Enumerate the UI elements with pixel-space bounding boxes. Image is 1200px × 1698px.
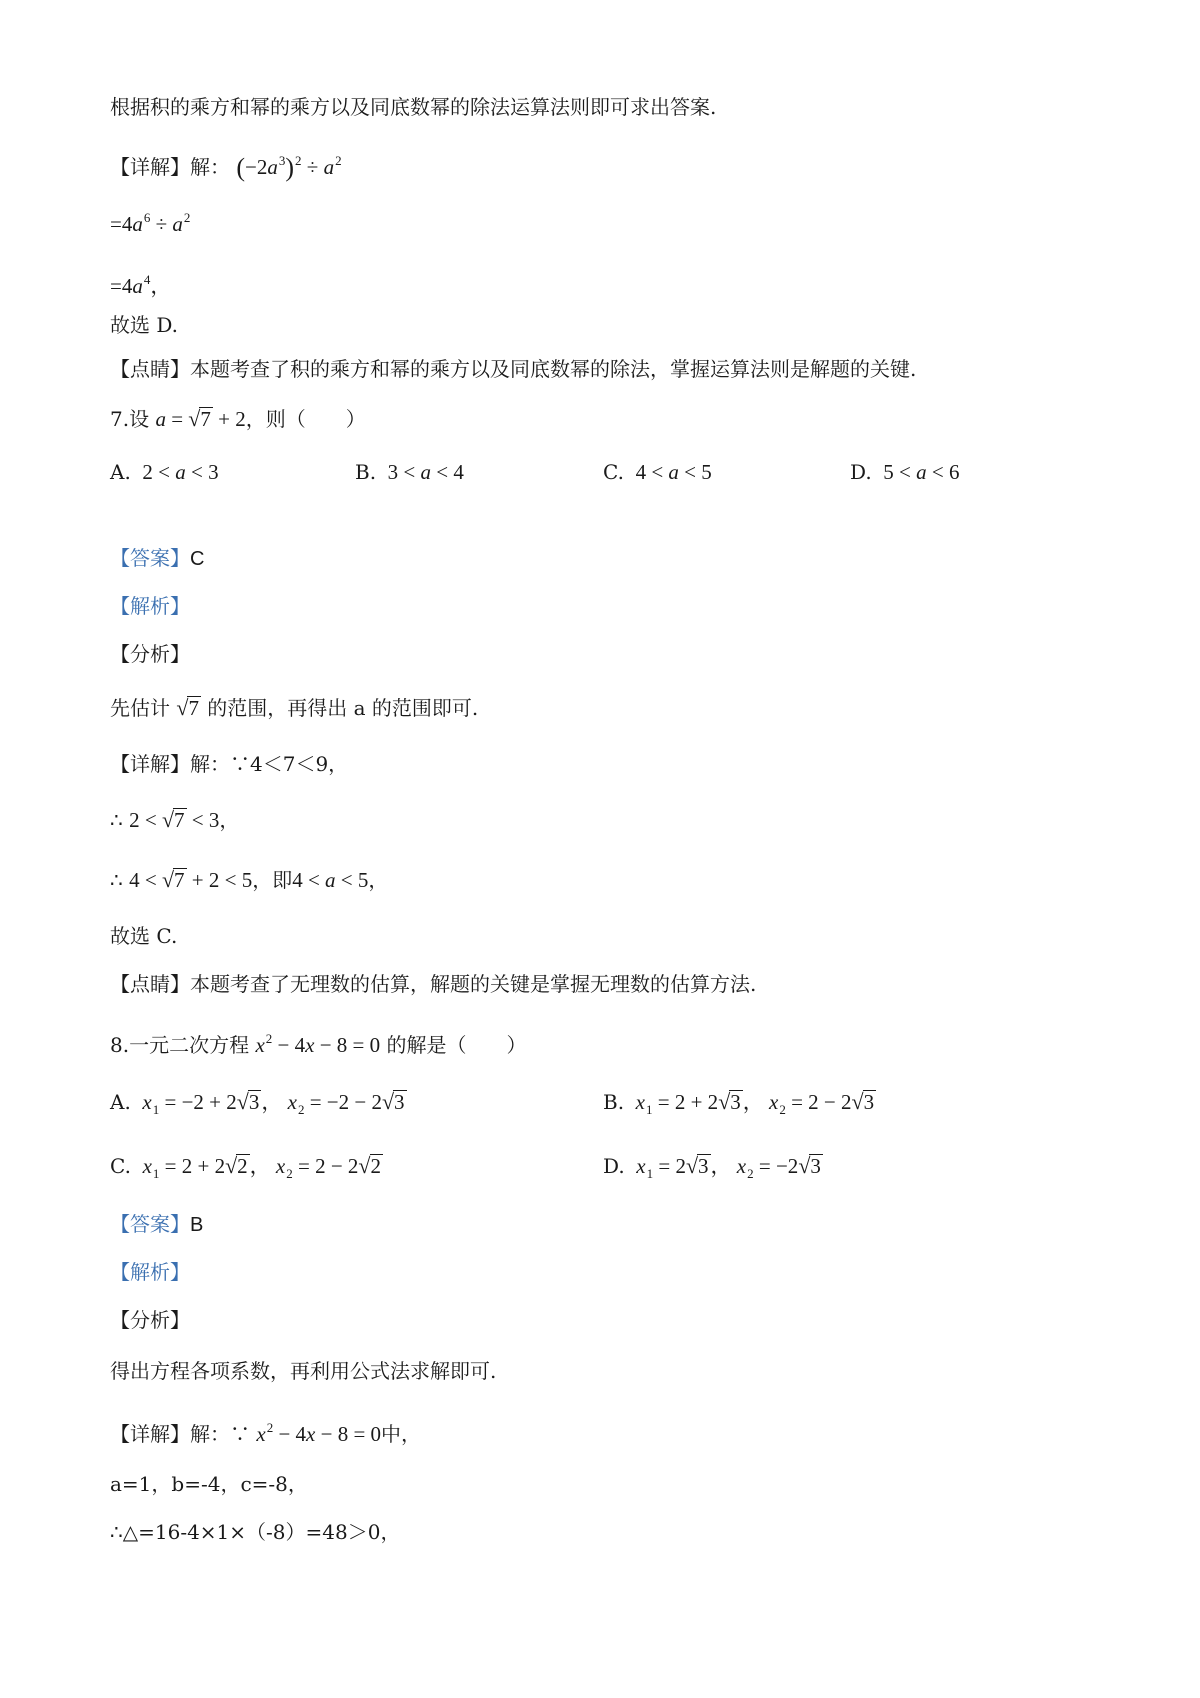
- option-c-q8: C. $x_1 = 2 + 2√2$， $x_2 = 2 - 2√2$: [110, 1153, 381, 1181]
- sqrt7: √7: [176, 695, 199, 720]
- formula-q6-step2: $=4a^6 \div a^2$: [110, 210, 191, 236]
- detail-q8: 【详解】解：∵ $x^2 - 4x - 8 = 0$中，: [110, 1420, 422, 1446]
- option-d-q8: D. $x_1 = 2√3$， $x_2 = -2√3$: [603, 1153, 821, 1181]
- detail-label: 【详解】: [110, 155, 190, 179]
- formula-q6-step1: $(-2a^3)^2 \div a^2$: [236, 153, 342, 182]
- remark-q7: 【点睛】本题考查了无理数的估算，解题的关键是掌握无理数的估算方法.: [110, 972, 757, 996]
- answer-value: B: [190, 1214, 204, 1236]
- analysis-label-q7: 【解析】: [110, 594, 190, 618]
- question-7: 7.设 a = √7 + 2，则（ ）: [110, 406, 366, 431]
- formula-q7: a = √7 + 2: [155, 406, 246, 431]
- answer-q7: [110, 544, 204, 573]
- formula-q7-step2: ∴ 4 < √7 + 2 < 5，即4 < a < 5，: [110, 867, 389, 892]
- option-d-q7: D. 5 < a < 6: [850, 460, 960, 484]
- formula-q7-step1: ∴ 2 < √7 < 3，: [110, 807, 240, 832]
- option-c-q7: C. 4 < a < 5: [603, 460, 712, 484]
- analysis-label-q8: 【解析】: [110, 1260, 190, 1284]
- remark-label: 【点睛】: [110, 357, 190, 381]
- option-a-q7: A. 2 < a < 3: [110, 460, 219, 484]
- intro-paragraph: 根据积的乘方和幂的乘方以及同底数幂的除法运算法则即可求出答案.: [110, 95, 717, 119]
- detail-q6: 【详解】解： $(-2a^3)^2 \div a^2$: [110, 153, 342, 182]
- choose-c: 故选 C.: [110, 924, 178, 948]
- fenxi-label-q8: 【分析】: [110, 1308, 190, 1332]
- fenxi-q7: 先估计 √7 的范围，再得出 a 的范围即可.: [110, 695, 479, 720]
- detail-q7: 【详解】解：∵4＜7＜9，: [110, 752, 349, 776]
- answer-q8: 【答案】B: [110, 1212, 204, 1236]
- fenxi-q8: 得出方程各项系数，再利用公式法求解即可.: [110, 1359, 497, 1383]
- option-a-q8: A. $x_1 = -2 + 2√3$， $x_2 = -2 - 2√3$: [110, 1089, 405, 1117]
- option-b-q8: B. $x_1 = 2 + 2√3$， $x_2 = 2 - 2√3$: [603, 1089, 875, 1117]
- fenxi-label-q7: 【分析】: [110, 642, 190, 666]
- answer-label: 【答案】: [110, 546, 190, 570]
- option-b-q7: B. 3 < a < 4: [355, 460, 464, 484]
- formula-q8: $x^2 - 4x - 8 = 0$: [255, 1031, 381, 1057]
- answer-value: C: [190, 548, 205, 570]
- question-8: 8.一元二次方程 $x^2 - 4x - 8 = 0$ 的解是（ ）: [110, 1031, 527, 1057]
- formula-q6-step3: $=4a^4$，: [110, 272, 172, 298]
- discriminant: ∴△=16-4×1×（-8）=48＞0，: [110, 1520, 401, 1544]
- choose-d: 故选 D.: [110, 313, 179, 337]
- coefficients: a=1，b=-4，c=-8，: [110, 1472, 308, 1496]
- remark-q6: 【点睛】本题考查了积的乘方和幂的乘方以及同底数幂的除法，掌握运算法则是解题的关键.: [110, 357, 917, 381]
